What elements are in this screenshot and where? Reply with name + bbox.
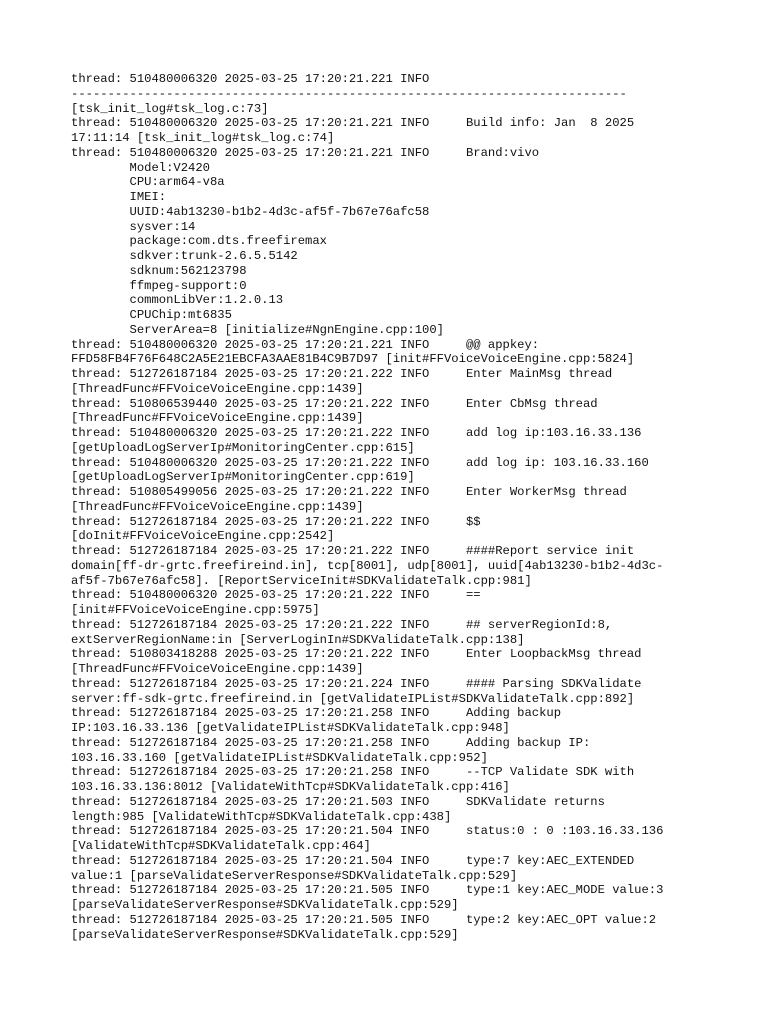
log-line: CPUChip:mt6835 xyxy=(71,308,232,322)
log-line: [tsk_init_log#tsk_log.c:73] xyxy=(71,101,269,116)
log-line: thread: 510480006320 2025-03-25 17:20:21.221 INFO xyxy=(71,72,430,86)
log-line: thread: 512726187184 2025-03-25 17:20:21.222 INFO ####Report service init xyxy=(71,544,635,558)
log-line: [ThreadFunc#FFVoiceVoiceEngine.cpp:1439] xyxy=(71,662,364,676)
log-line: thread: 512726187184 2025-03-25 17:20:21.222 INFO Enter MainMsg thread xyxy=(71,367,613,381)
log-line: sdkver:trunk-2.6.5.5142 xyxy=(71,249,298,263)
log-line: IMEI: xyxy=(71,190,167,204)
log-line: thread: 512726187184 2025-03-25 17:20:21.505 INFO type:1 key:AEC_MODE value:3 xyxy=(71,883,664,898)
log-line: thread: 512726187184 2025-03-25 17:20:21.258 INFO Adding backup IP: xyxy=(71,735,591,750)
log-line: 103.16.33.160 [getValidateIPList#SDKValidateTalk.cpp:952] xyxy=(71,750,488,765)
log-line: IP:103.16.33.136 [getValidateIPList#SDKValidateTalk.cpp:948] xyxy=(71,721,510,735)
log-line: thread: 512726187184 2025-03-25 17:20:21.224 INFO #### Parsing SDKValidate xyxy=(71,676,642,691)
log-line: thread: 510806539440 2025-03-25 17:20:21.222 INFO Enter CbMsg thread xyxy=(71,396,598,411)
log-line: extServerRegionName:in [ServerLoginIn#SDKValidateTalk.cpp:138] xyxy=(71,632,525,647)
log-line: domain[ff-dr-grtc.freefireind.in], tcp[8001], udp[8001], uuid[4ab13230-b1b2-4d3c- xyxy=(71,558,664,573)
log-line: package:com.dts.freefiremax xyxy=(71,234,327,249)
log-line: [ThreadFunc#FFVoiceVoiceEngine.cpp:1439] xyxy=(71,381,364,396)
log-line: thread: 510480006320 2025-03-25 17:20:21.221 INFO Build info: Jan 8 2025 xyxy=(71,116,635,131)
log-line: 17:11:14 [tsk_init_log#tsk_log.c:74] xyxy=(71,131,335,145)
log-line: [parseValidateServerResponse#SDKValidateTalk.cpp:529] xyxy=(71,927,459,942)
log-line: [getUploadLogServerIp#MonitoringCenter.cpp:615] xyxy=(71,440,415,455)
log-line: thread: 512726187184 2025-03-25 17:20:21.504 INFO type:7 key:AEC_EXTENDED xyxy=(71,853,635,868)
log-line: ServerArea=8 [initialize#NgnEngine.cpp:100] xyxy=(71,322,444,337)
log-document xyxy=(71,72,761,942)
log-line: thread: 512726187184 2025-03-25 17:20:21.504 INFO status:0 : 0 :103.16.33.136 xyxy=(71,824,664,839)
log-line: thread: 510803418288 2025-03-25 17:20:21.222 INFO Enter LoopbackMsg thread xyxy=(71,647,642,662)
log-line: 103.16.33.136:8012 [ValidateWithTcp#SDKValidateTalk.cpp:416] xyxy=(71,780,510,794)
log-line: Model:V2420 xyxy=(71,160,210,175)
log-line: af5f-7b67e76afc58]. [ReportServiceInit#SDKValidateTalk.cpp:981] xyxy=(71,573,532,588)
log-line: CPU:arm64-v8a xyxy=(71,175,225,190)
log-line: thread: 510805499056 2025-03-25 17:20:21.222 INFO Enter WorkerMsg thread xyxy=(71,485,627,499)
log-line: thread: 512726187184 2025-03-25 17:20:21.222 INFO ## serverRegionId:8, xyxy=(71,617,613,632)
log-line: server:ff-sdk-grtc.freefireind.in [getValidateIPList#SDKValidateTalk.cpp:892] xyxy=(71,691,635,706)
log-line: thread: 512726187184 2025-03-25 17:20:21.505 INFO type:2 key:AEC_OPT value:2 xyxy=(71,912,657,927)
log-line: FFD58FB4F76F648C2A5E21EBCFA3AAE81B4C9B7D97 [init#FFVoiceVoiceEngine.cpp:5824] xyxy=(71,352,635,367)
log-line: thread: 510480006320 2025-03-25 17:20:21.221 INFO Brand:vivo xyxy=(71,145,540,160)
log-line: [ThreadFunc#FFVoiceVoiceEngine.cpp:1439] xyxy=(71,499,364,514)
log-line: sysver:14 xyxy=(71,219,196,234)
log-line: thread: 512726187184 2025-03-25 17:20:21.503 INFO SDKValidate returns xyxy=(71,794,605,809)
log-line: thread: 512726187184 2025-03-25 17:20:21.258 INFO Adding backup xyxy=(71,706,562,721)
log-line: value:1 [parseValidateServerResponse#SDKValidateTalk.cpp:529] xyxy=(71,868,518,883)
log-line: thread: 510480006320 2025-03-25 17:20:21.221 INFO @@ appkey: xyxy=(71,337,540,352)
log-line: [getUploadLogServerIp#MonitoringCenter.cpp:619] xyxy=(71,470,415,485)
log-line: thread: 512726187184 2025-03-25 17:20:21.258 INFO --TCP Validate SDK with xyxy=(71,765,635,780)
log-line: thread: 510480006320 2025-03-25 17:20:21.222 INFO == xyxy=(71,588,481,603)
log-line: UUID:4ab13230-b1b2-4d3c-af5f-7b67e76afc58 xyxy=(71,204,430,219)
log-line: commonLibVer:1.2.0.13 xyxy=(71,293,284,308)
log-line: sdknum:562123798 xyxy=(71,263,247,278)
log-line: thread: 510480006320 2025-03-25 17:20:21.222 INFO add log ip:103.16.33.136 xyxy=(71,426,642,440)
log-line: [parseValidateServerResponse#SDKValidateTalk.cpp:529] xyxy=(71,898,459,912)
log-line: length:985 [ValidateWithTcp#SDKValidateTalk.cpp:438] xyxy=(71,809,452,824)
log-line: thread: 510480006320 2025-03-25 17:20:21.222 INFO add log ip: 103.16.33.160 xyxy=(71,455,649,470)
log-line: [init#FFVoiceVoiceEngine.cpp:5975] xyxy=(71,603,320,617)
log-line: [ThreadFunc#FFVoiceVoiceEngine.cpp:1439] xyxy=(71,411,364,426)
log-line: thread: 512726187184 2025-03-25 17:20:21.222 INFO $$ xyxy=(71,514,481,529)
log-line: ffmpeg-support:0 xyxy=(71,278,247,293)
log-line: [ValidateWithTcp#SDKValidateTalk.cpp:464] xyxy=(71,839,371,853)
log-line: [doInit#FFVoiceVoiceEngine.cpp:2542] xyxy=(71,529,335,544)
log-line: ---------------------------------------------------------------------------- xyxy=(71,86,627,101)
